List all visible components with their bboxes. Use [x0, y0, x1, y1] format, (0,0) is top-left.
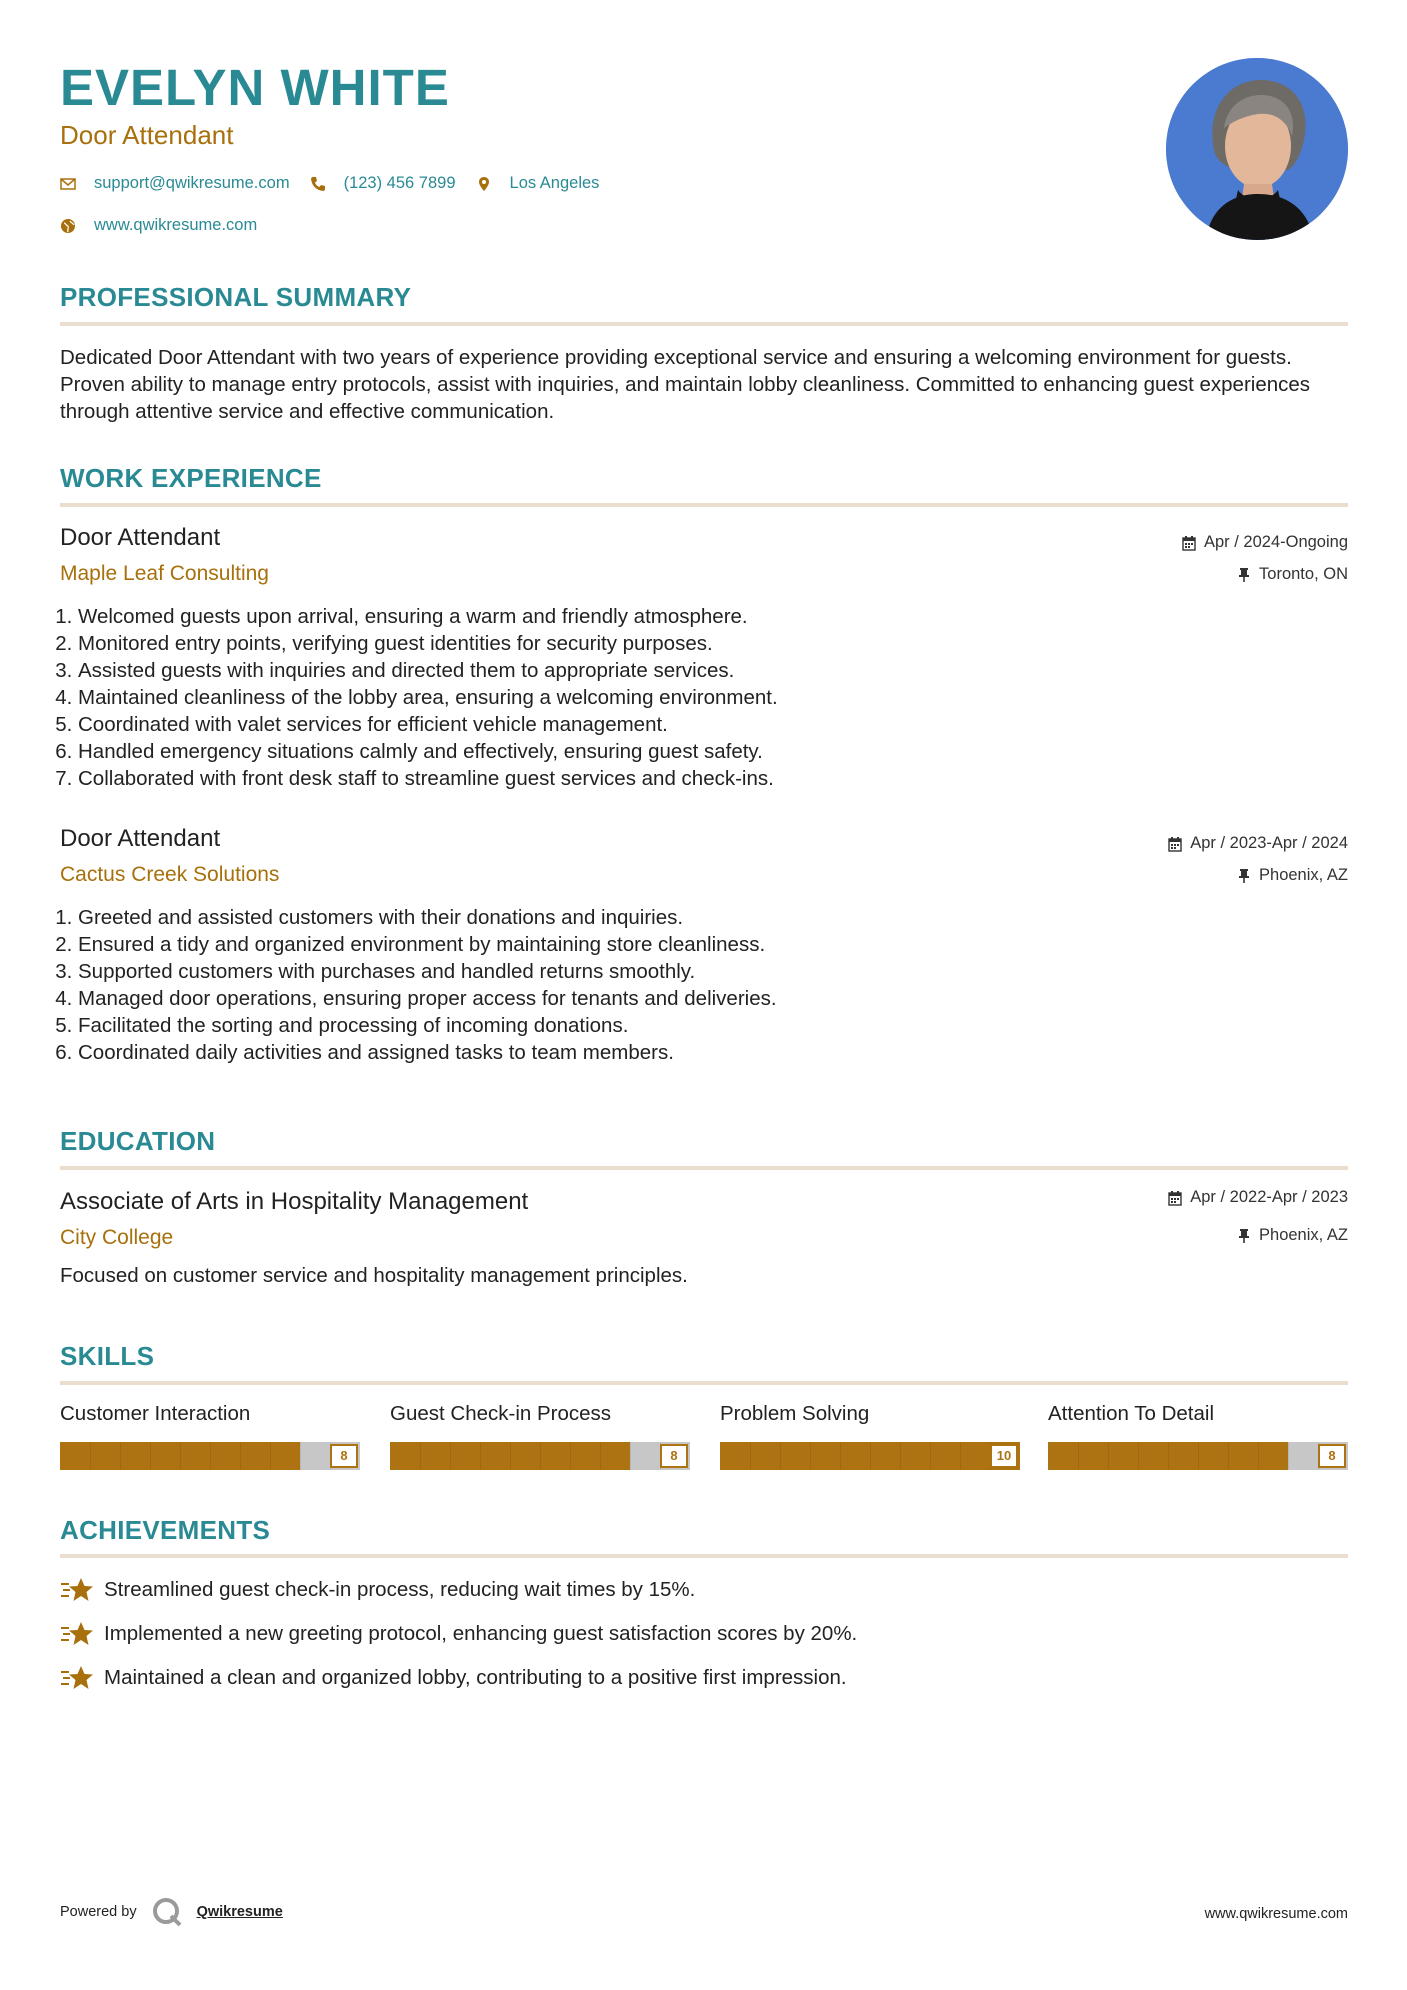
skill-bar-segment — [1258, 1442, 1259, 1470]
skill-bar-segment — [1138, 1442, 1139, 1470]
skill-bar-segment — [1108, 1442, 1109, 1470]
calendar-icon — [1182, 535, 1196, 551]
skill-item — [390, 1402, 690, 1470]
location-text: Los Angeles — [509, 174, 600, 192]
footer-powered-by — [60, 1896, 283, 1928]
email-text: support@qwikresume.com — [94, 174, 290, 192]
phone-icon — [310, 176, 326, 192]
skill-level-badge: 8 — [1318, 1444, 1346, 1468]
website-contact[interactable] — [60, 216, 257, 235]
skill-bar — [720, 1442, 1020, 1470]
list-item: 2. Ensured a tidy and organized environment by maintaining store cleanliness. — [78, 931, 777, 958]
skill-level-badge: 8 — [660, 1444, 688, 1468]
skill-bar-segment — [630, 1442, 631, 1470]
skill-bar-segment — [210, 1442, 211, 1470]
skill-bar-segment — [600, 1442, 601, 1470]
skill-bar-segment — [1078, 1442, 1079, 1470]
pushpin-icon — [1237, 567, 1251, 583]
education-location — [1237, 1226, 1348, 1245]
skill-bar-segment — [420, 1442, 421, 1470]
contact-row-primary — [60, 174, 619, 193]
skill-bar-segment — [570, 1442, 571, 1470]
qwikresume-link[interactable]: Qwikresume — [196, 1904, 283, 1920]
skill-bar-segment — [900, 1442, 901, 1470]
star-achievement-icon — [60, 1663, 94, 1693]
skill-bar-segment — [960, 1442, 961, 1470]
envelope-icon — [60, 176, 76, 192]
list-item: 5. Coordinated with valet services for efficient vehicle management. — [78, 711, 778, 738]
job-dates-text: Apr / 2023-Apr / 2024 — [1190, 834, 1348, 852]
list-item: 3. Assisted guests with inquiries and directed them to appropriate services. — [78, 657, 778, 684]
skill-bar-segment — [1198, 1442, 1199, 1470]
star-achievement-icon — [60, 1575, 94, 1605]
section-divider — [60, 1166, 1348, 1170]
education-school: City College — [60, 1226, 174, 1249]
profile-photo — [1166, 58, 1348, 240]
job-dates — [1182, 533, 1348, 552]
summary-text: Dedicated Door Attendant with two years of experience providing exceptional service and ensuring a welcoming environment for guests. Proven ability to manage entry protocols, assist with inquiries, and maintain lobby cleanliness. Committed to enhancing guest experiences through attentive service and effective communication. — [60, 346, 1311, 423]
skill-bar-segment — [810, 1442, 811, 1470]
skill-bar-segment — [150, 1442, 151, 1470]
section-divider — [60, 503, 1348, 507]
location-contact — [476, 174, 600, 193]
resume-page — [60, 0, 1348, 1990]
list-item: 6. Handled emergency situations calmly and effectively, ensuring guest safety. — [78, 738, 778, 765]
skills-heading: SKILLS — [60, 1341, 155, 1371]
skill-bar-segment — [1168, 1442, 1169, 1470]
calendar-icon — [1168, 1190, 1182, 1206]
skill-name: Customer Interaction — [60, 1402, 251, 1425]
phone-text: (123) 456 7899 — [343, 174, 456, 192]
education-description: Focused on customer service and hospitality management principles. — [60, 1264, 688, 1287]
pushpin-icon — [1237, 868, 1251, 884]
education-location-text: Phoenix, AZ — [1259, 1226, 1348, 1244]
skill-name: Problem Solving — [720, 1402, 870, 1425]
list-item: 1. Greeted and assisted customers with their donations and inquiries. — [78, 904, 777, 931]
skill-bar-segment — [120, 1442, 121, 1470]
skill-item — [720, 1402, 1020, 1470]
skill-level-badge: 10 — [990, 1444, 1018, 1468]
achievements-heading: ACHIEVEMENTS — [60, 1515, 271, 1545]
skill-bar-segment — [540, 1442, 541, 1470]
education-dates — [1168, 1188, 1348, 1207]
job-company: Maple Leaf Consulting — [60, 562, 269, 585]
skill-bar-segment — [1288, 1442, 1289, 1470]
job-title: Door Attendant — [60, 524, 221, 551]
skill-bar — [390, 1442, 690, 1470]
list-item: 6. Coordinated daily activities and assigned tasks to team members. — [78, 1039, 777, 1066]
job-location — [1237, 565, 1348, 584]
skill-name: Attention To Detail — [1048, 1402, 1215, 1425]
skill-bar — [1048, 1442, 1348, 1470]
list-item: 1. Welcomed guests upon arrival, ensuring a warm and friendly atmosphere. — [78, 603, 778, 630]
list-item: 3. Supported customers with purchases and handled returns smoothly. — [78, 958, 777, 985]
skill-level-badge: 8 — [330, 1444, 358, 1468]
skill-bar-segment — [480, 1442, 481, 1470]
summary-heading: PROFESSIONAL SUMMARY — [60, 282, 412, 312]
achievement-text: Implemented a new greeting protocol, enhancing guest satisfaction scores by 20%. — [104, 1622, 858, 1645]
skill-item — [1048, 1402, 1348, 1470]
list-item: 7. Collaborated with front desk staff to streamline guest services and check-ins. — [78, 765, 778, 792]
achievement-item — [60, 1575, 695, 1605]
skill-bar-segment — [870, 1442, 871, 1470]
skill-bar-segment — [1228, 1442, 1229, 1470]
section-divider — [60, 322, 1348, 326]
qwikresume-logo-icon — [151, 1896, 183, 1928]
skill-bar — [60, 1442, 360, 1470]
education-degree: Associate of Arts in Hospitality Management — [60, 1188, 529, 1215]
profile-portrait — [1166, 58, 1348, 240]
job-company: Cactus Creek Solutions — [60, 863, 280, 886]
achievement-item — [60, 1619, 857, 1649]
skill-bar-segment — [450, 1442, 451, 1470]
achievement-item — [60, 1663, 847, 1693]
skill-bar-segment — [750, 1442, 751, 1470]
globe-icon — [60, 218, 76, 234]
phone-contact[interactable] — [310, 174, 456, 193]
section-divider — [60, 1554, 1348, 1558]
email-contact[interactable] — [60, 174, 290, 193]
job-responsibilities — [54, 603, 778, 792]
star-achievement-icon — [60, 1619, 94, 1649]
skill-bar-segment — [90, 1442, 91, 1470]
skill-bar-segment — [300, 1442, 301, 1470]
list-item: 4. Managed door operations, ensuring proper access for tenants and deliveries. — [78, 985, 777, 1012]
experience-heading: WORK EXPERIENCE — [60, 463, 322, 493]
list-item: 2. Monitored entry points, verifying guest identities for security purposes. — [78, 630, 778, 657]
achievement-text: Maintained a clean and organized lobby, contributing to a positive first impression. — [104, 1666, 847, 1689]
list-item: 4. Maintained cleanliness of the lobby area, ensuring a welcoming environment. — [78, 684, 778, 711]
list-item: 5. Facilitated the sorting and processing of incoming donations. — [78, 1012, 777, 1039]
section-divider — [60, 1381, 1348, 1385]
skill-bar-segment — [270, 1442, 271, 1470]
skill-bar-segment — [510, 1442, 511, 1470]
job-location — [1237, 866, 1348, 885]
calendar-icon — [1168, 836, 1182, 852]
skill-bar-segment — [240, 1442, 241, 1470]
job-dates-text: Apr / 2024-Ongoing — [1203, 533, 1348, 551]
job-title: Door Attendant — [60, 825, 221, 852]
skill-name: Guest Check-in Process — [390, 1402, 612, 1425]
contact-row-secondary — [60, 216, 277, 235]
candidate-name: EVELYN WHITE — [60, 59, 450, 116]
achievement-text: Streamlined guest check-in process, reducing wait times by 15%. — [104, 1578, 696, 1601]
job-responsibilities — [54, 904, 777, 1066]
skill-bar-segment — [780, 1442, 781, 1470]
skill-bar-segment — [930, 1442, 931, 1470]
skill-bar-segment — [840, 1442, 841, 1470]
job-location-text: Toronto, ON — [1259, 565, 1348, 583]
website-text: www.qwikresume.com — [94, 216, 258, 234]
map-pin-icon — [476, 176, 492, 192]
job-location-text: Phoenix, AZ — [1259, 866, 1348, 884]
footer-website[interactable]: www.qwikresume.com — [1204, 1906, 1348, 1922]
education-heading: EDUCATION — [60, 1126, 216, 1156]
pushpin-icon — [1237, 1228, 1251, 1244]
powered-by-label: Powered by — [60, 1904, 137, 1920]
education-dates-text: Apr / 2022-Apr / 2023 — [1190, 1188, 1348, 1206]
skill-item — [60, 1402, 360, 1470]
skill-bar-segment — [180, 1442, 181, 1470]
job-dates — [1168, 834, 1348, 853]
candidate-role: Door Attendant — [60, 120, 234, 150]
